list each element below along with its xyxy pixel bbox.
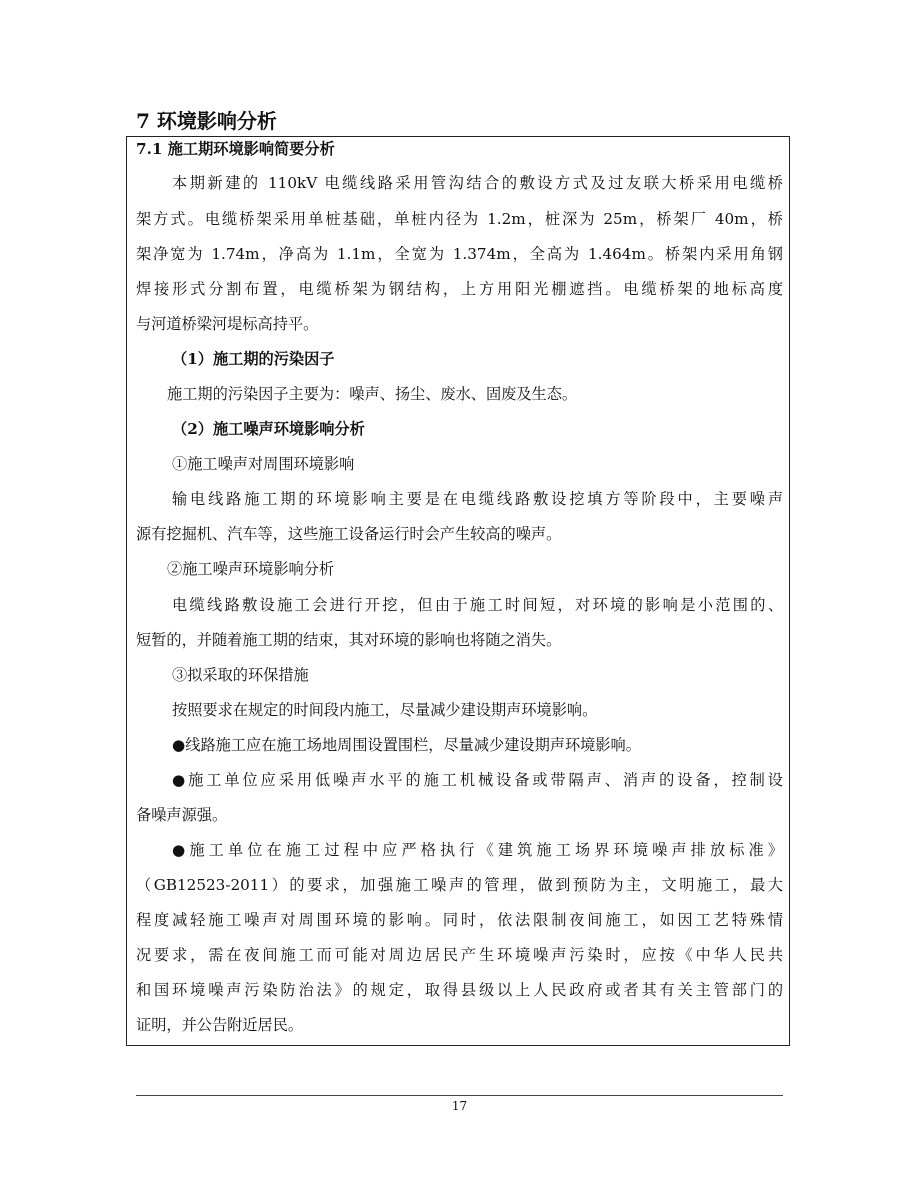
paragraph-line: 焊接形式分割布置，电缆桥架为钢结构，上方用阳光棚遮挡。电缆桥架的地标高度 [136,280,783,298]
section-title: 7.1 施工期环境影响简要分析 [136,140,335,158]
paragraph-line: 输电线路施工期的环境影响主要是在电缆线路敷设挖填方等阶段中，主要噪声 [172,490,783,508]
bullet-item: ●施工单位在施工过程中应严格执行《建筑施工场界环境噪声排放标准》 [172,841,783,859]
paragraph-line: 和国环境噪声污染防治法》的规定，取得县级以上人民政府或者其有关主管部门的 [136,981,783,999]
paragraph-line: 与河道桥梁河堤标高持平。 [136,315,319,333]
paragraph-line: 源有挖掘机、汽车等，这些施工设备运行时会产生较高的噪声。 [136,525,562,543]
bullet-item: ●施工单位应采用低噪声水平的施工机械设备或带隔声、消声的设备，控制设 [172,771,783,789]
paragraph-line: 按照要求在规定的时间段内施工，尽量减少建设期声环境影响。 [172,701,598,719]
item-heading: ②施工噪声环境影响分析 [167,560,335,578]
paragraph-line: 本期新建的 110kV 电缆线路采用管沟结合的敷设方式及过友联大桥采用电缆桥 [172,174,783,192]
item-heading: ①施工噪声对周围环境影响 [172,455,355,473]
bullet-item: ●线路施工应在施工场地周围设置围栏，尽量减少建设期声环境影响。 [172,736,641,754]
chapter-title: 7 环境影响分析 [136,109,277,133]
subsection-heading: （1）施工期的污染因子 [172,350,335,368]
paragraph-line: （GB12523-2011）的要求，加强施工噪声的管理，做到预防为主，文明施工，最大 [136,876,783,894]
paragraph-line: 电缆线路敷设施工会进行开挖，但由于施工时间短，对环境的影响是小范围的、 [172,596,783,614]
paragraph-line: 架方式。电缆桥架采用单桩基础，单桩内径为 1.2m，桩深为 25m，桥架厂 40m，桥 [136,210,783,228]
paragraph-line: 短暂的，并随着施工期的结束，其对环境的影响也将随之消失。 [136,631,562,649]
paragraph-line: 施工期的污染因子主要为：噪声、扬尘、废水、固废及生态。 [167,385,578,403]
page-number: 17 [451,1099,468,1113]
paragraph-line: 况要求，需在夜间施工而可能对周边居民产生环境噪声污染时，应按《中华人民共 [136,946,783,964]
paragraph-line: 程度减轻施工噪声对周围环境的影响。同时，依法限制夜间施工，如因工艺特殊情 [136,911,783,929]
subsection-heading: （2）施工噪声环境影响分析 [172,420,365,438]
paragraph-line: 架净宽为 1.74m，净高为 1.1m，全宽为 1.374m，全高为 1.464m。桥架内采用角钢 [136,245,783,263]
item-heading: ③拟采取的环保措施 [172,666,309,684]
paragraph-line: 证明，并公告附近居民。 [136,1016,304,1034]
paragraph-line: 备噪声源强。 [136,806,228,824]
footer-divider [136,1095,783,1096]
